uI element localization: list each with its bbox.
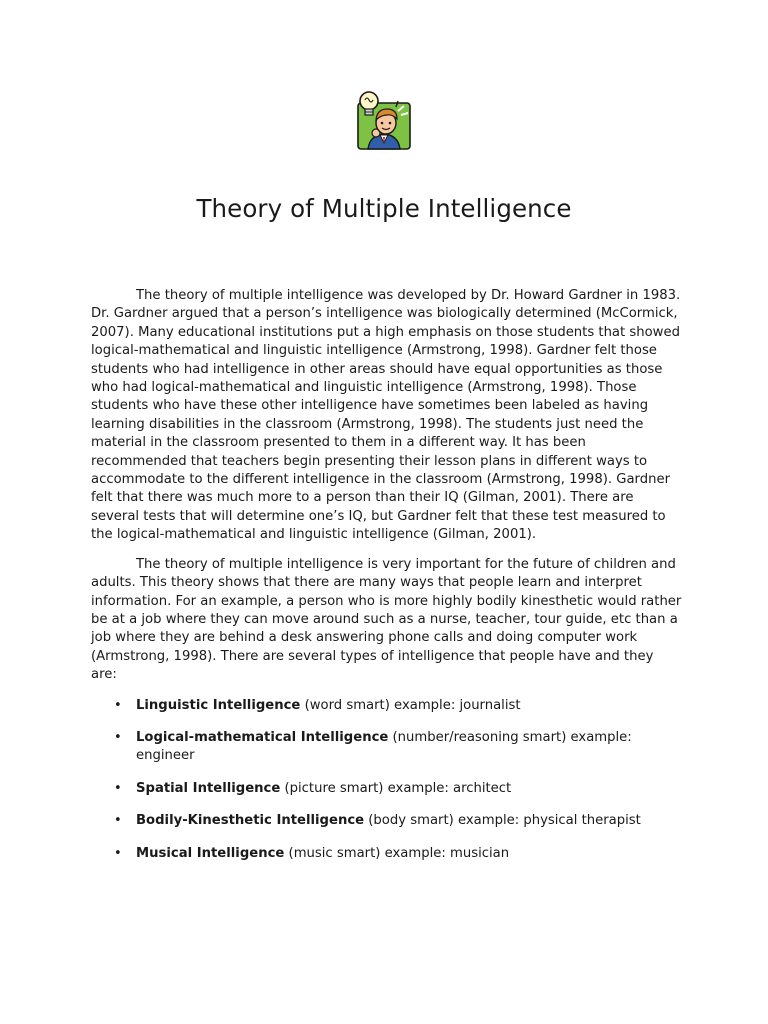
document-body bbox=[91, 287, 683, 877]
intelligence-description: (body smart) example: physical therapist bbox=[364, 813, 641, 829]
intelligence-term: Musical Intelligence bbox=[136, 845, 285, 861]
intelligence-term: Linguistic Intelligence bbox=[136, 697, 301, 713]
bullet-icon: • bbox=[114, 780, 122, 796]
intelligence-term: Logical-mathematical Intelligence bbox=[136, 729, 389, 745]
list-item bbox=[91, 812, 683, 830]
body-paragraph: The theory of multiple intelligence is very important for the future of children and adults. This theory shows that there are many ways that people learn and interpret information. For an example, a person who is more highly bodily kinesthetic would rather be at a job where they can move around such as a nurse, teacher, tour guide, etc than a job where they are behind a desk answering phone calls and doing computer work (Armstrong, 1998). There are several types of intelligence that people have and they are: bbox=[91, 556, 682, 683]
intelligence-term: Spatial Intelligence bbox=[136, 780, 281, 796]
bullet-icon: • bbox=[114, 845, 122, 861]
intelligence-description: (number/reasoning smart) example: engineer bbox=[136, 729, 632, 764]
intelligence-term: Bodily-Kinesthetic Intelligence bbox=[136, 813, 365, 829]
intelligence-description: (word smart) example: journalist bbox=[300, 697, 521, 713]
idea-lightbulb-man-icon bbox=[352, 89, 416, 153]
intelligence-description: (picture smart) example: architect bbox=[280, 780, 512, 796]
intelligence-list bbox=[91, 697, 683, 863]
list-item bbox=[91, 845, 683, 863]
bullet-icon: • bbox=[114, 813, 122, 829]
body-paragraph: The theory of multiple intelligence was developed by Dr. Howard Gardner in 1983. Dr. Gardner argued that a person’s intelligence was biologically determined (McCormick, 2007). Many educational institutions put a high emphasis on those students that showed logical-mathematical and linguistic intelligence (Armstrong, 1998). Gardner felt those students who had intelligence in other areas should have equal opportunities as those who had logical-mathematical and linguistic intelligence (Armstrong, 1998). Those students who have these other intelligence have sometimes been labeled as having learning disabilities in the classroom (Armstrong, 1998). The students just need the material in the classroom presented to them in a different way. It has been recommended that teachers begin presenting their lesson plans in different ways to accommodate to the different intelligence in the classroom (Armstrong, 1998). Gardner felt that there was much more to a person than their IQ (Gilman, 2001). There are several tests that will determine one’s IQ, but Gardner felt that these test measured to the logical-mathematical and linguistic intelligence (Gilman, 2001). bbox=[91, 288, 681, 543]
list-item bbox=[91, 780, 683, 798]
intelligence-description: (music smart) example: musician bbox=[284, 845, 510, 861]
page-title: Theory of Multiple Intelligence bbox=[196, 194, 572, 223]
list-item bbox=[91, 729, 683, 766]
bullet-icon: • bbox=[114, 697, 122, 713]
bullet-icon: • bbox=[114, 729, 122, 745]
list-item bbox=[91, 697, 683, 715]
